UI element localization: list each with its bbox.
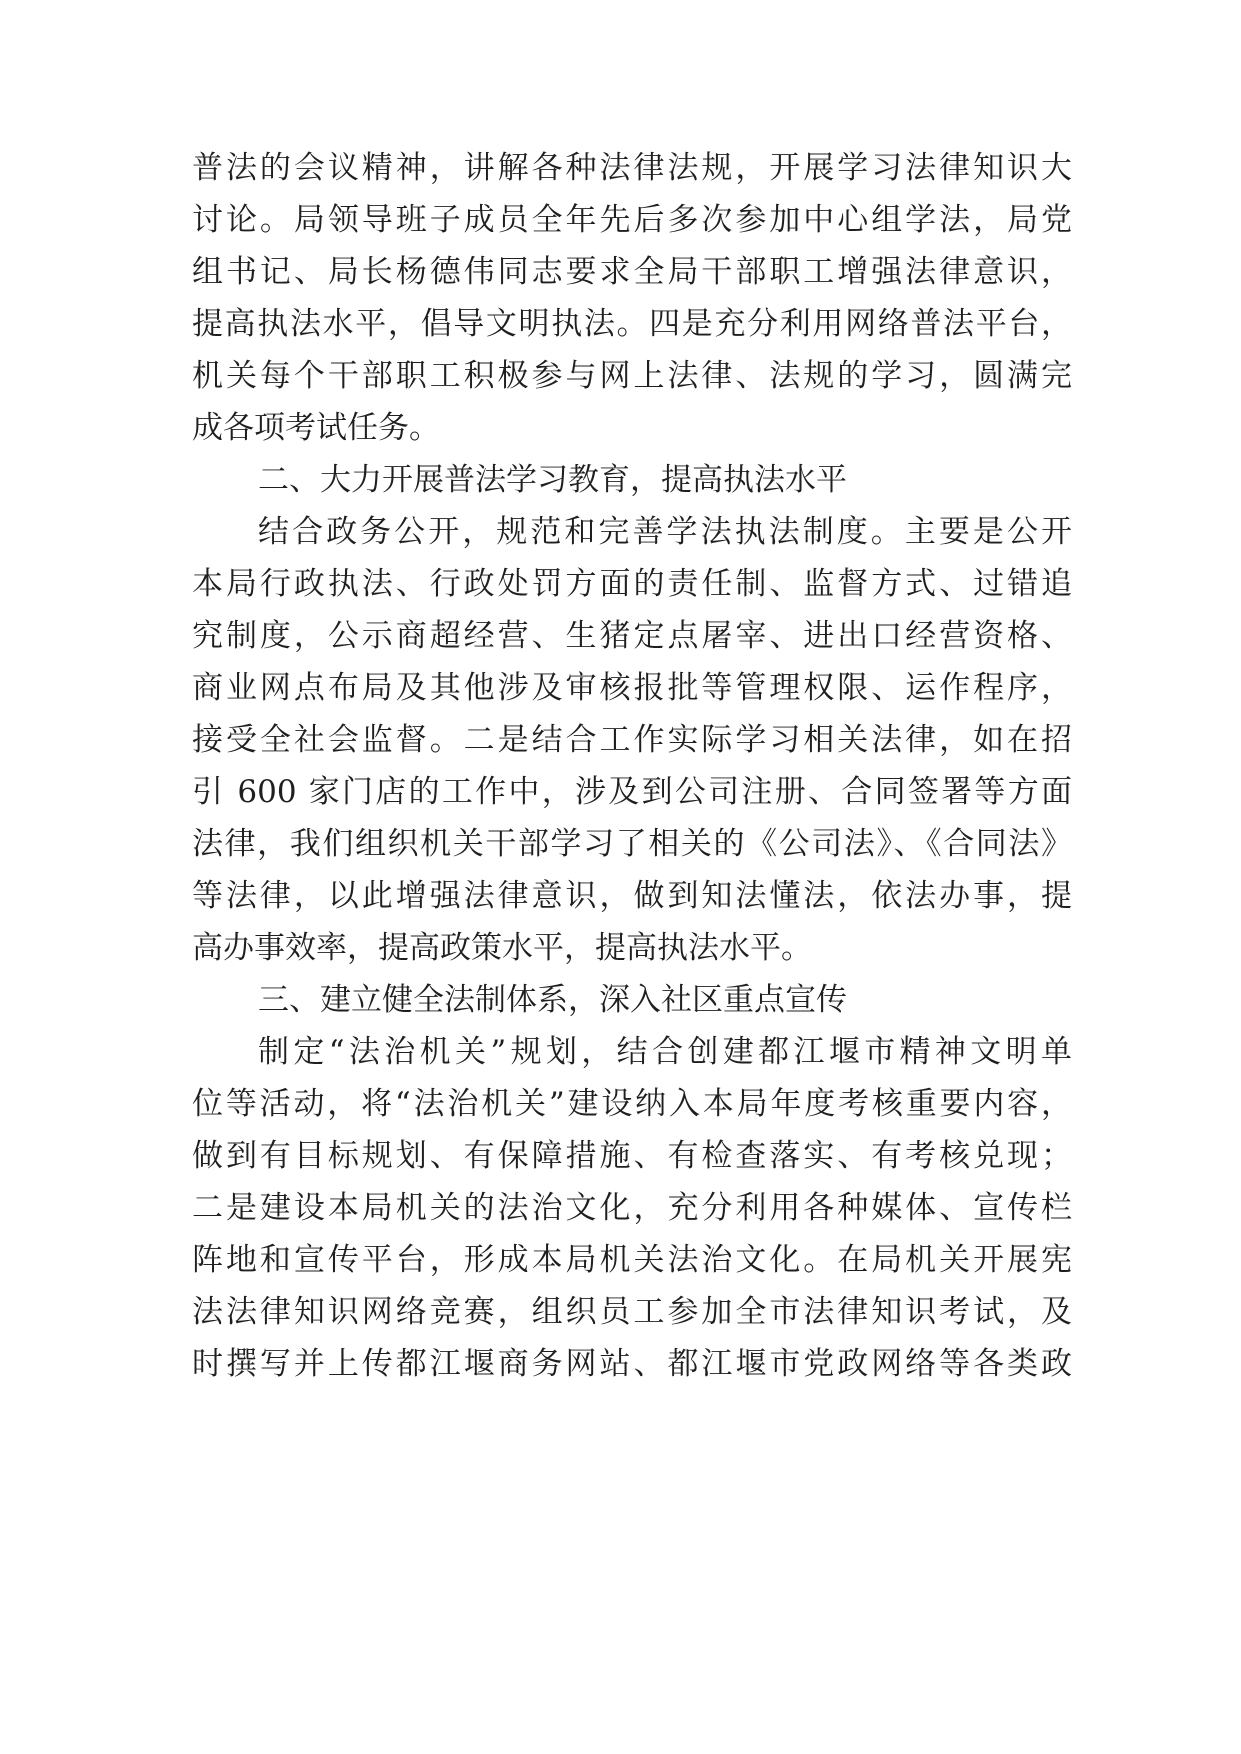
body-text-line: 阵地和宣传平台，形成本局机关法治文化。在局机关开展宪 [192, 1242, 1072, 1278]
body-text-line: 引 600 家门店的工作中，涉及到公司注册、合同签署等方面 [192, 774, 1072, 810]
body-text-line: 时撰写并上传都江堰商务网站、都江堰市党政网络等各类政 [192, 1346, 1072, 1382]
section-heading: 三、建立健全法制体系，深入社区重点宣传 [258, 982, 847, 1018]
body-text-line: 制定“法治机关”规划，结合创建都江堰市精神文明单 [258, 1034, 1072, 1070]
body-text-line: 讨论。局领导班子成员全年先后多次参加中心组学法，局党 [192, 202, 1072, 238]
body-text-line: 位等活动，将“法治机关”建设纳入本局年度考核重要内容， [192, 1086, 1072, 1122]
body-text-line: 做到有目标规划、有保障措施、有检查落实、有考核兑现； [192, 1138, 1072, 1174]
body-text-line: 等法律，以此增强法律意识，做到知法懂法，依法办事，提 [192, 878, 1072, 914]
body-text-line: 本局行政执法、行政处罚方面的责任制、监督方式、过错追 [192, 566, 1072, 602]
body-text-line: 机关每个干部职工积极参与网上法律、法规的学习，圆满完 [192, 358, 1072, 394]
section-heading: 二、大力开展普法学习教育，提高执法水平 [258, 462, 847, 498]
body-text-line: 二是建设本局机关的法治文化，充分利用各种媒体、宣传栏 [192, 1190, 1072, 1226]
body-text-line: 高办事效率，提高政策水平，提高执法水平。 [192, 930, 812, 966]
body-text-line: 法律，我们组织机关干部学习了相关的《公司法》、《合同法》 [192, 826, 1072, 862]
body-text-line: 结合政务公开，规范和完善学法执法制度。主要是公开 [258, 514, 1072, 550]
body-text-line: 组书记、局长杨德伟同志要求全局干部职工增强法律意识， [192, 254, 1072, 290]
body-text-line: 商业网点布局及其他涉及审核报批等管理权限、运作程序， [192, 670, 1072, 706]
body-text-line: 究制度，公示商超经营、生猪定点屠宰、进出口经营资格、 [192, 618, 1072, 654]
body-text-line: 普法的会议精神，讲解各种法律法规，开展学习法律知识大 [192, 150, 1072, 186]
body-text-line: 法法律知识网络竞赛，组织员工参加全市法律知识考试，及 [192, 1294, 1072, 1330]
body-text-line: 接受全社会监督。二是结合工作实际学习相关法律，如在招 [192, 722, 1072, 758]
body-text-line: 提高执法水平，倡导文明执法。四是充分利用网络普法平台， [192, 306, 1072, 342]
body-text-line: 成各项考试任务。 [192, 410, 440, 446]
